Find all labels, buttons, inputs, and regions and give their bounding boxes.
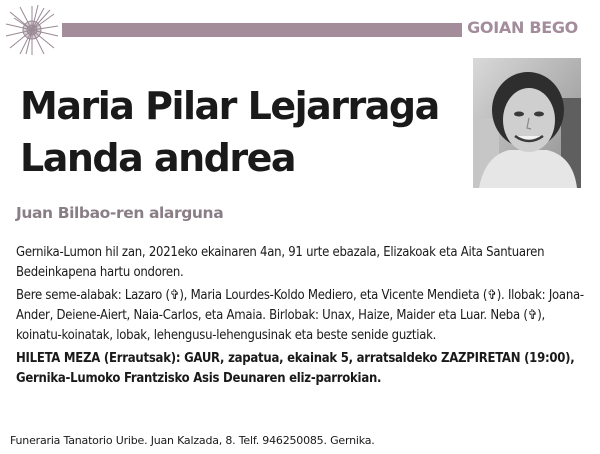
family-paragraph: Bere seme-alabak: Lazaro (✞), Maria Lourdes-Koldo Mediero, eta Vicente Mendieta (✞). Ilobak: Joana-Ander, Deiene-Aiert, Naia-Carlos, eta Amaia. Birlobak: Unax, Haize, Maider eta Luar. Neba (✞), koinatu-koinatak, lobak, lehengusu-lehengusinak eta beste senide guztiak.	[16, 288, 584, 343]
obituary-body	[16, 243, 588, 392]
header-accent-bar	[62, 23, 462, 37]
deceased-name	[20, 80, 470, 184]
widow-subtitle: Juan Bilbao-ren alarguna	[16, 204, 224, 222]
funeral-home-footer: Funeraria Tanatorio Uribe. Juan Kalzada, 8. Telf. 946250085. Gernika.	[10, 434, 375, 447]
portrait-photo	[473, 58, 581, 188]
name-line-2: Landa andrea	[20, 136, 296, 180]
funeral-paragraph: HILETA MEZA (Errautsak): GAUR, zapatua, ekainak 5, arratsaldeko ZAZPIRETAN (19:00), Gernika-Lumoko Frantzisko Asis Deunaren eliz-parrokian.	[16, 351, 575, 386]
death-paragraph: Gernika-Lumon hil zan, 2021eko ekainaren 4an, 91 urte ebazala, Elizakoak eta Aita Santuaren Bedeinkapena hartu ondoren.	[16, 245, 545, 280]
eguzkilore-emblem-icon	[4, 4, 60, 56]
name-line-1: Maria Pilar Lejarraga	[20, 84, 439, 128]
section-tag: GOIAN BEGO	[467, 18, 578, 37]
